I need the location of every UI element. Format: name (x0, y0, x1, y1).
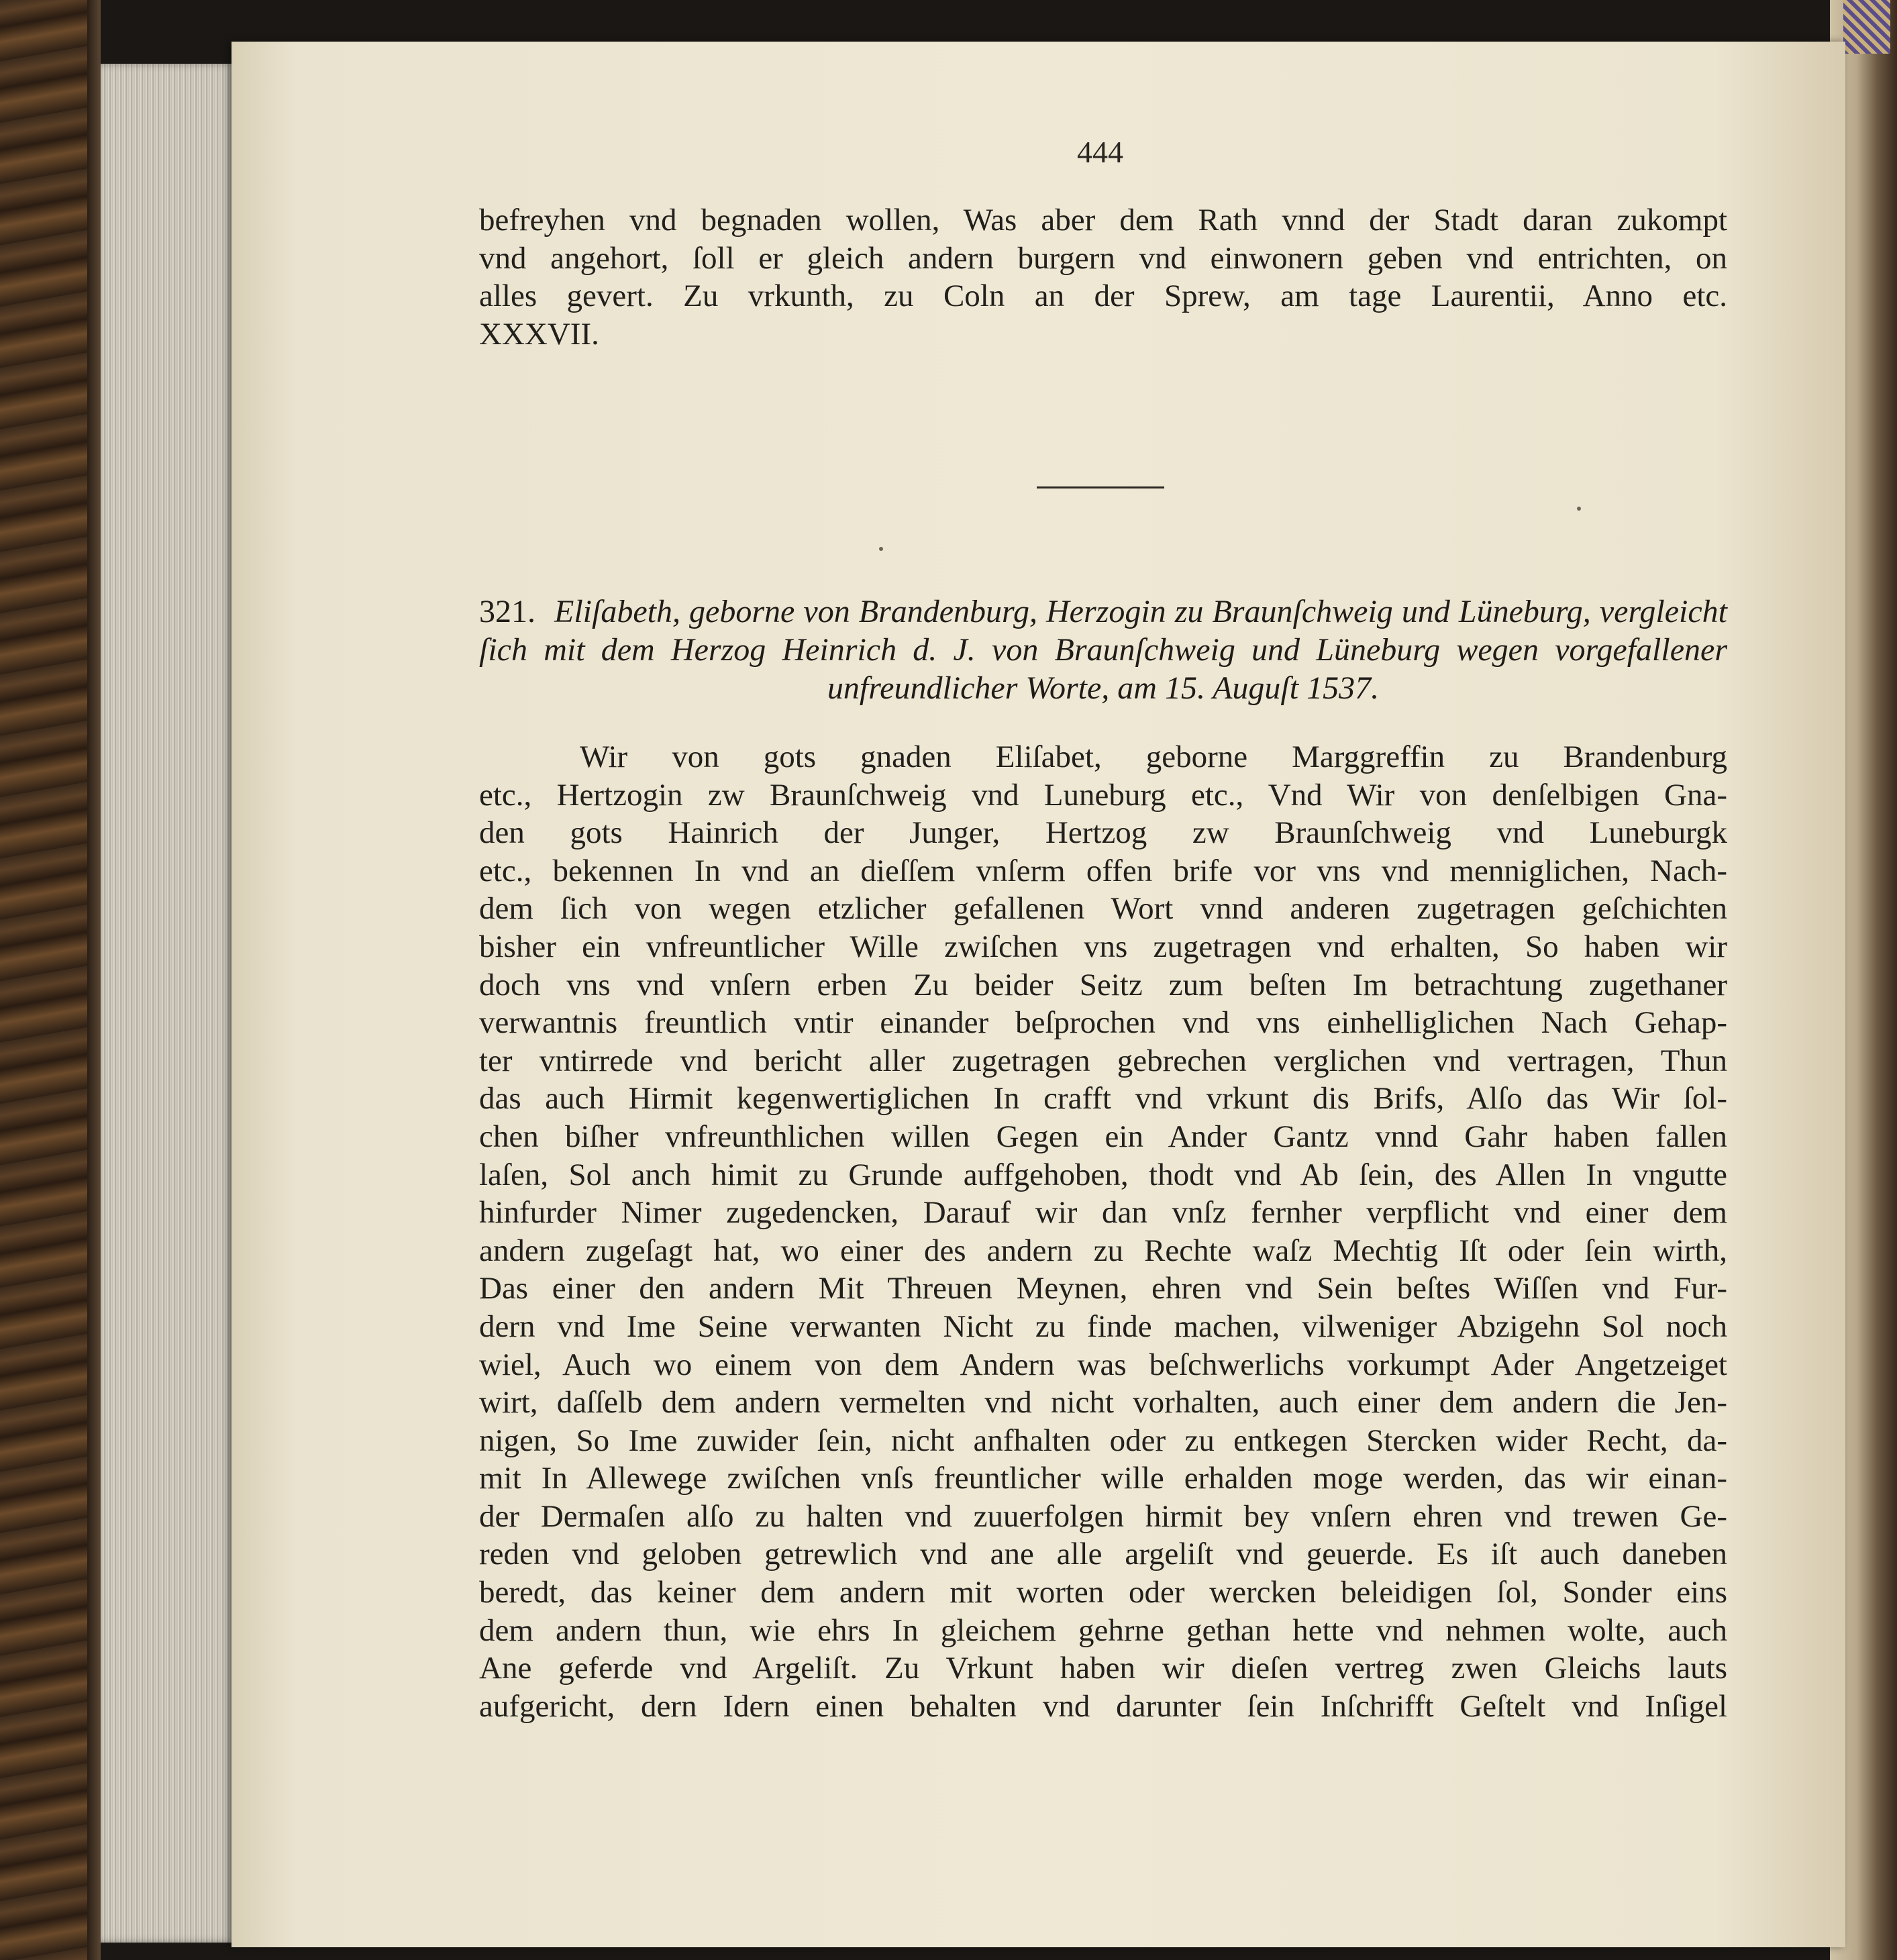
body-line: Wir von gots gnaden Eliſabet, geborne Marggreffin zu Brandenburg (580, 739, 1727, 774)
top-line: vnd angehort, ſoll er gleich andern burgern vnd einwonern geben vnd entrichten, on (479, 240, 1727, 276)
document-number: 321. (479, 594, 535, 629)
body-line: hinfurder Nimer zugedencken, Darauf wir dan vnſz fernher verpflicht vnd einer dem (479, 1195, 1727, 1231)
body-line: wirt, daſſelb dem andern vermelten vnd nicht vorhalten, auch einer dem andern die Jen- (479, 1385, 1727, 1421)
body-line: doch vns vnd vnſern erben Zu beider Seitz zum beſten Im betrachtung zugethaner (479, 967, 1727, 1002)
top-line: befreyhen vnd begnaden wollen, Was aber dem Rath vnnd der Stadt daran zukompt (479, 203, 1727, 238)
body-line: wiel, Auch wo einem von dem Andern was beſchwerlichs vorkumpt Ader Angetzeiget (479, 1347, 1727, 1382)
top-line: alles gevert. Zu vrkunth, zu Coln an der Sprew, am tage Laurentii, Anno etc. (479, 278, 1727, 314)
body-line: der Dermaſen alſo zu halten vnd zuuerfolgen hirmit bey vnſern ehren vnd trewen Ge- (479, 1498, 1727, 1534)
body-line: reden vnd geloben getrewlich vnd ane alle argeliſt vnd geuerde. Es iſt auch daneben (479, 1537, 1727, 1572)
body-line: laſen, Sol anch himit zu Grunde auffgehoben, thodt vnd Ab ſein, des Allen In vngutte (479, 1157, 1727, 1192)
body-line: mit In Allewege zwiſchen vnſs freuntlicher wille erhalden moge werden, das wir einan- (479, 1461, 1727, 1496)
body-line: andern zugeſagt hat, wo einer des andern zu Rechte waſz Mechtig Iſt oder ſein wirth, (479, 1233, 1727, 1268)
page-edges (101, 64, 235, 1943)
top-paragraph (479, 201, 1727, 353)
body-line: den gots Hainrich der Junger, Hertzog zw Braunſchweig vnd Luneburgk (479, 815, 1727, 851)
section-divider (1037, 486, 1164, 488)
document-body (479, 738, 1727, 1725)
body-line: nigen, So Ime zuwider ſein, nicht anfhalten oder zu entkegen Stercken wider Recht, da- (479, 1423, 1727, 1458)
body-line: chen biſher vnfreunthlichen willen Gegen ein Ander Gantz vnnd Gahr haben fallen (479, 1119, 1727, 1154)
document-heading (479, 592, 1727, 707)
body-line: etc., Hertzogin zw Braunſchweig vnd Luneburg etc., Vnd Wir von denſelbigen Gna- (479, 777, 1727, 813)
body-line: dem ſich von wegen etzlicher gefallenen Wort vnnd anderen zugetragen geſchichten (479, 891, 1727, 927)
top-line: XXXVII. (479, 316, 599, 352)
body-line: Ane geferde vnd Argeliſt. Zu Vrkunt haben wir dieſen vertreg zwen Gleichs lauts (479, 1651, 1727, 1686)
page-number: 444 (1077, 135, 1123, 169)
body-line: beredt, das keiner dem andern mit worten oder wercken beleidigen ſol, Sonder eins (479, 1575, 1727, 1610)
body-line: etc., bekennen In vnd an dieſſem vnſerm offen brife vor vns vnd menniglichen, Nach- (479, 853, 1727, 888)
book-binding (0, 0, 101, 1960)
heading-line (479, 592, 1727, 631)
heading-line: unfreundlicher Worte, am 15. Auguſt 1537. (827, 670, 1380, 706)
body-line: dern vnd Ime Seine verwanten Nicht zu finde machen, vilweniger Abzigehn Sol noch (479, 1308, 1727, 1344)
body-line: bisher ein vnfreuntlicher Wille zwiſchen vns zugetragen vnd erhalten, So haben wir (479, 929, 1727, 964)
body-line: Das einer den andern Mit Threuen Meynen, ehren vnd Sein beſtes Wiſſen vnd Fur- (479, 1271, 1727, 1306)
ink-speck (879, 547, 883, 551)
body-line: dem andern thun, wie ehrs In gleichem gehrne gethan hette vnd nehmen wolte, auch (479, 1612, 1727, 1648)
heading-text: Eliſabeth, geborne von Brandenburg, Herzogin zu Braunſchweig und Lüneburg, vergleicht (554, 594, 1727, 629)
body-line: das auch Hirmit kegenwertiglichen In crafft vnd vrkunt dis Brifs, Alſo das Wir ſol- (479, 1081, 1727, 1117)
heading-line: ſich mit dem Herzog Heinrich d. J. von Braunſchweig und Lüneburg wegen vorgefallener (479, 632, 1727, 668)
body-line: verwantnis freuntlich vntir einander beſprochen vnd vns einhelliglichen Nach Gehap- (479, 1005, 1727, 1041)
body-line: ter vntirrede vnd bericht aller zugetragen gebrechen verglichen vnd vertragen, Thun (479, 1043, 1727, 1078)
ink-speck (1577, 507, 1581, 511)
body-line: aufgericht, dern Idern einen behalten vnd darunter ſein Inſchrifft Geſtelt vnd Inſigel (479, 1688, 1727, 1724)
